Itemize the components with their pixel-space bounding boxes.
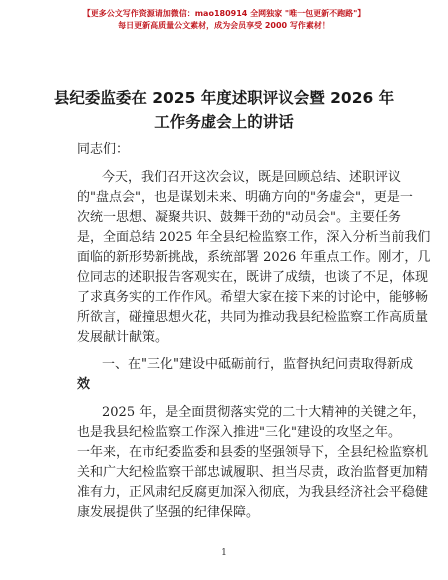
paragraph-2-line-4: 关和广大纪检监察干部忠诚履职、担当尽责，政治监督更加精	[77, 465, 429, 480]
paragraph-2-line-1: 2025 年，是全面贯彻落实党的二十大精神的关键之年，	[102, 405, 426, 420]
paragraph-2-line-2: 也是我县纪检监察工作深入推进"三化"建设的攻坚之年。	[77, 425, 401, 440]
paragraph-1-line-7: 了求真务实的工作作风。希望大家在接下来的讨论中，能够畅	[77, 290, 429, 305]
paragraph-1-line-5: 面临的新形势新挑战，系统部署 2026 年重点工作。刚才，几	[77, 250, 431, 265]
paragraph-1-line-8: 所欲言，碰撞思想火花，共同为推动我县纪检监察工作高质量	[77, 310, 429, 325]
paragraph-2-line-6: 康发展提供了坚强的纪律保障。	[77, 505, 260, 520]
promo-banner-line-2: 每日更新高质量公文素材，成为会员享受 2000 写作素材！	[118, 21, 330, 30]
document-title-line-1: 县纪委监委在 2025 年度述职评议会暨 2026 年	[53, 89, 395, 107]
page-number: 1	[221, 548, 227, 558]
document-title-line-2: 工作务虚会上的讲话	[154, 113, 294, 131]
paragraph-1-line-3: 次统一思想、凝聚共识、鼓舞干劲的"动员会"。主要任务	[77, 210, 401, 225]
paragraph-1-line-6: 位同志的述职报告客观实在，既讲了成绩，也谈了不足，体现	[77, 270, 429, 285]
paragraph-2-line-3: 一年来，在市纪委监委和县委的坚强领导下，全县纪检监察机	[77, 445, 429, 460]
paragraph-1-line-9: 发展献计献策。	[77, 330, 169, 345]
paragraph-1-line-4: 是，全面总结 2025 年全县纪检监察工作，深入分析当前我们	[77, 230, 431, 245]
paragraph-1-line-2: 的"盘点会"，也是谋划未来、明确方向的"务虚会"，更是一	[77, 190, 413, 205]
promo-banner-line-1: 【更多公文写作资源请加微信：mao180914 全网独家 "唯一包更新不跑路"】	[82, 9, 366, 18]
section-1-heading-line-2: 效	[77, 377, 91, 392]
section-1-heading-line-1: 一、在"三化"建设中砥砺前行，监督执纪问责取得新成	[102, 357, 413, 372]
salutation: 同志们：	[77, 142, 130, 157]
paragraph-2-line-5: 准有力，正风肃纪反腐更加深入彻底，为我县经济社会平稳健	[77, 485, 429, 500]
paragraph-1-line-1: 今天，我们召开这次会议，既是回顾总结、述职评议	[102, 170, 402, 185]
